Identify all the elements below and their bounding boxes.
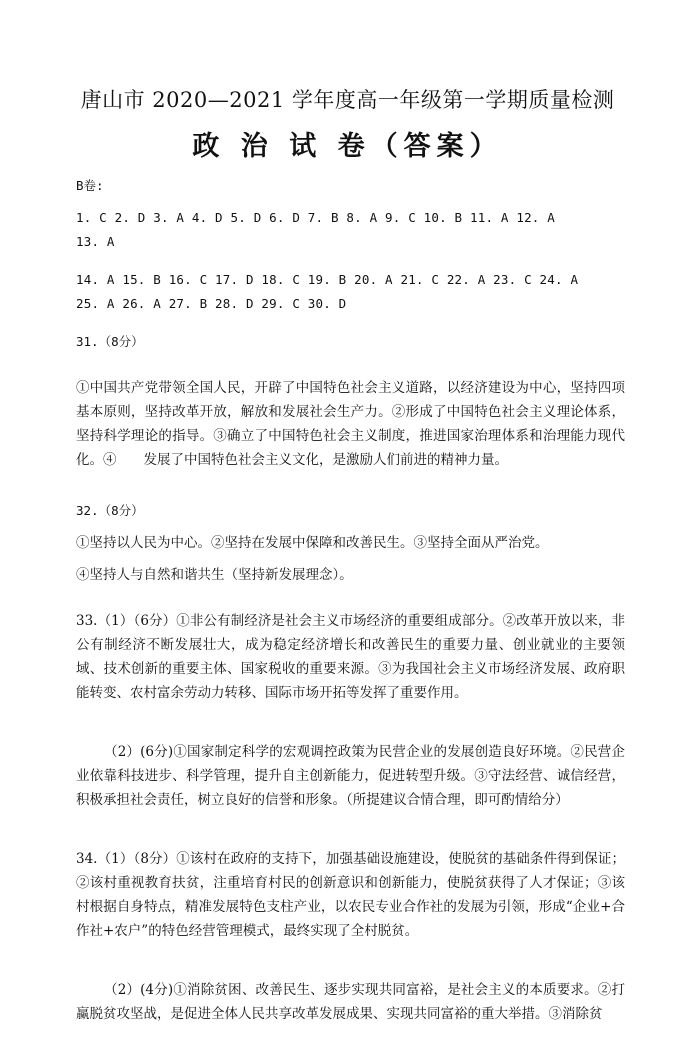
q33-part1: 33.（1）（6分）①非公有制经济是社会主义市场经济的重要组成部分。②改革开放以来，非公有制经济不断发展壮大，成为稳定经济增长和改善民生的重要力量、创业就业的主要领域、技术创新的重要主体、国家税收的重要来源。③为我国社会主义市场经济发展、政府职能转变、农村富余劳动力转移、国际市场开拓等发挥了重要作用。 — [76, 612, 625, 701]
exam-subtitle: 政 治 试 卷（答案） — [192, 131, 503, 162]
answers-row-1: 1. C 2. D 3. A 4. D 5. D 6. D 7. B 8. A 9. C 10. B 11. A 12. A — [76, 210, 555, 225]
section-b-label: B卷: — [76, 178, 104, 193]
q31-label: 31.（8分） — [76, 334, 144, 349]
answers-row-4: 25. A 26. A 27. B 28. D 29. C 30. D — [76, 296, 347, 311]
exam-title: 唐山市 2020—2021 学年度高一年级第一学期质量检测 — [80, 88, 615, 112]
answers-row-2: 13. A — [76, 234, 115, 249]
q32-answer-line1: ①坚持以人民为中心。②坚持在发展中保障和改善民生。③坚持全面从严治党。 — [76, 535, 549, 551]
q32-label: 32.（8分） — [76, 503, 144, 518]
q31-answer: ①中国共产党带领全国人民，开辟了中国特色社会主义道路，以经济建设为中心，坚持四项基本原则，坚持改革开放，解放和发展社会生产力。②形成了中国特色社会主义理论体系，坚持科学理论的指导。③确立了中国特色社会主义制度，推进国家治理体系和治理能力现代化。④ 发展了中国特色社会主义文化，是激励人们前进的精神力量。 — [76, 379, 625, 468]
answer-content — [76, 174, 625, 1039]
q34-part1: 34.（1）（8分）①该村在政府的支持下，加强基础设施建设，使脱贫的基础条件得到保证；②该村重视教育扶贫，注重培育村民的创新意识和创新能力，使脱贫获得了人才保证；③该村根据自身特点，精准发展特色支柱产业，以农民专业合作社的发展为引领，形成“企业+合作社+农户”的特色经营管理模式，最终实现了全村脱贫。 — [76, 850, 625, 939]
q33-part2: （2）(6分)①国家制定科学的宏观调控政策为民营企业的发展创造良好环境。②民营企业依靠科技进步、科学管理，提升自主创新能力，促进转型升级。③守法经营、诚信经营，积极承担社会责任，树立良好的信誉和形象。（所提建议合情合理，即可酌情给分） — [76, 743, 625, 808]
q32-answer-line2: ④坚持人与自然和谐共生（坚持新发展理念）。 — [76, 567, 353, 583]
answers-row-3: 14. A 15. B 16. C 17. D 18. C 19. B 20. A 21. C 22. A 23. C 24. A — [76, 272, 579, 287]
q34-part2: （2）(4分)①消除贫困、改善民生、逐步实现共同富裕，是社会主义的本质要求。②打赢脱贫攻坚战，是促进全体人民共享改革发展成果、实现共同富裕的重大举措。③消除贫 — [76, 981, 625, 1022]
